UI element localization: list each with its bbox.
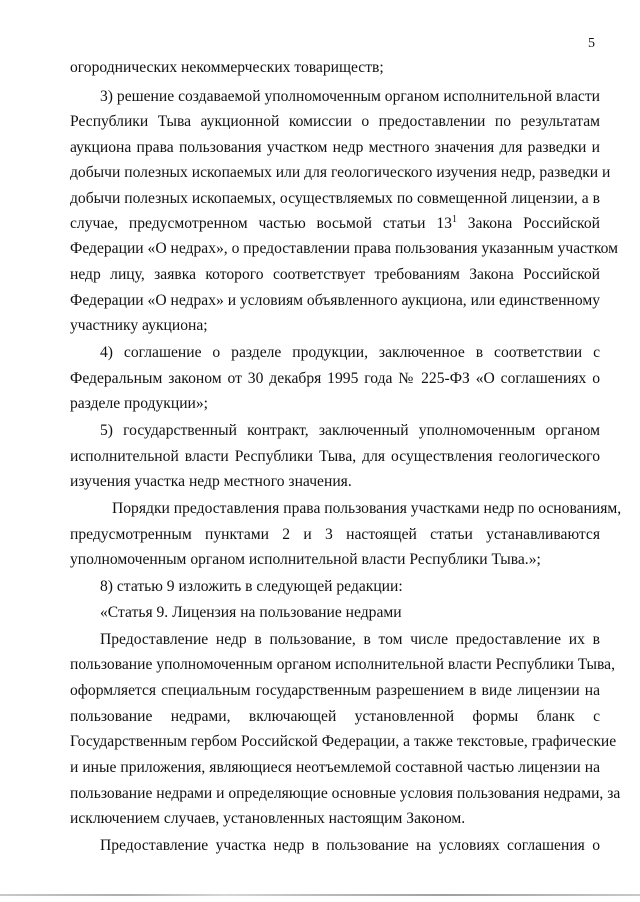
text-line: недр лицу, заявка которого соответствует требованиям Закона Российской: [70, 266, 600, 283]
text-line: Республики Тыва аукционной комиссии о предоставлении по результатам: [70, 113, 600, 130]
text-line-with-superscript: [70, 214, 600, 234]
text-line: и иные приложения, являющиеся неотъемлемой составной частью лицензии на: [70, 759, 600, 776]
text-line: Федерации «О недрах» и условиям объявленного аукциона, или единственному: [70, 292, 601, 309]
text-line: предусмотренным пунктами 2 и 3 настоящей статьи устанавливаются: [70, 526, 600, 543]
text-line: огороднических некоммерческих товариществ;: [70, 59, 384, 76]
text-line: добычи полезных ископаемых или для геологического изучения недр, разведки и: [70, 164, 611, 181]
text-line: разделе продукции»;: [70, 395, 209, 412]
text-line: участнику аукциона;: [70, 317, 208, 334]
text-line: 5) государственный контракт, заключенный уполномоченным органом: [100, 422, 600, 439]
text-line: добычи полезных ископаемых, осуществляемых по совмещенной лицензии, а в: [70, 190, 600, 207]
text-line: Предоставление недр в пользование, в том числе предоставление их в: [100, 631, 600, 648]
text-fragment: случае, предусмотренном частью восьмой статьи 13: [70, 215, 452, 232]
superscript: 1: [451, 213, 457, 225]
scan-artifact-line: [0, 894, 640, 896]
text-line: исключением случаев, установленных настоящим Законом.: [70, 810, 466, 827]
text-line: «Статья 9. Лицензия на пользование недрами: [100, 604, 402, 621]
text-line: Федерации «О недрах», о предоставлении права пользования указанным участком: [70, 240, 619, 257]
text-line: оформляется специальным государственным разрешением в виде лицензии на: [70, 682, 600, 699]
text-line: уполномоченным органом исполнительной власти Республики Тыва.»;: [70, 551, 541, 568]
text-line: аукциона права пользования участком недр местного значения для разведки и: [70, 139, 600, 156]
text-line: 4) соглашение о разделе продукции, заключенное в соответствии с: [100, 344, 600, 361]
text-line: 8) статью 9 изложить в следующей редакции:: [100, 578, 403, 595]
text-line: 3) решение создаваемой уполномоченным органом исполнительной власти: [100, 88, 600, 105]
page-number: 5: [588, 36, 595, 51]
text-line: изучения участка недр местного значения.: [70, 473, 352, 490]
text-line: Предоставление участка недр в пользование на условиях соглашения о: [100, 837, 600, 854]
text-line: Государственным гербом Российской Федерации, а также текстовые, графические: [70, 733, 617, 750]
text-fragment: Закона Российской: [456, 215, 600, 232]
text-line: исполнительной власти Республики Тыва, для осуществления геологического: [70, 448, 600, 465]
text-line: Порядки предоставления права пользования участками недр по основаниям,: [112, 500, 622, 517]
text-line: Федеральным законом от 30 декабря 1995 года № 225-ФЗ «О соглашениях о: [70, 370, 600, 387]
text-line: пользование недрами, включающей установленной формы бланк с: [70, 708, 600, 725]
text-line: пользование уполномоченным органом исполнительной власти Республики Тыва,: [70, 656, 615, 673]
text-line: пользование недрами и определяющие основные условия пользования недрами, за: [70, 785, 621, 802]
